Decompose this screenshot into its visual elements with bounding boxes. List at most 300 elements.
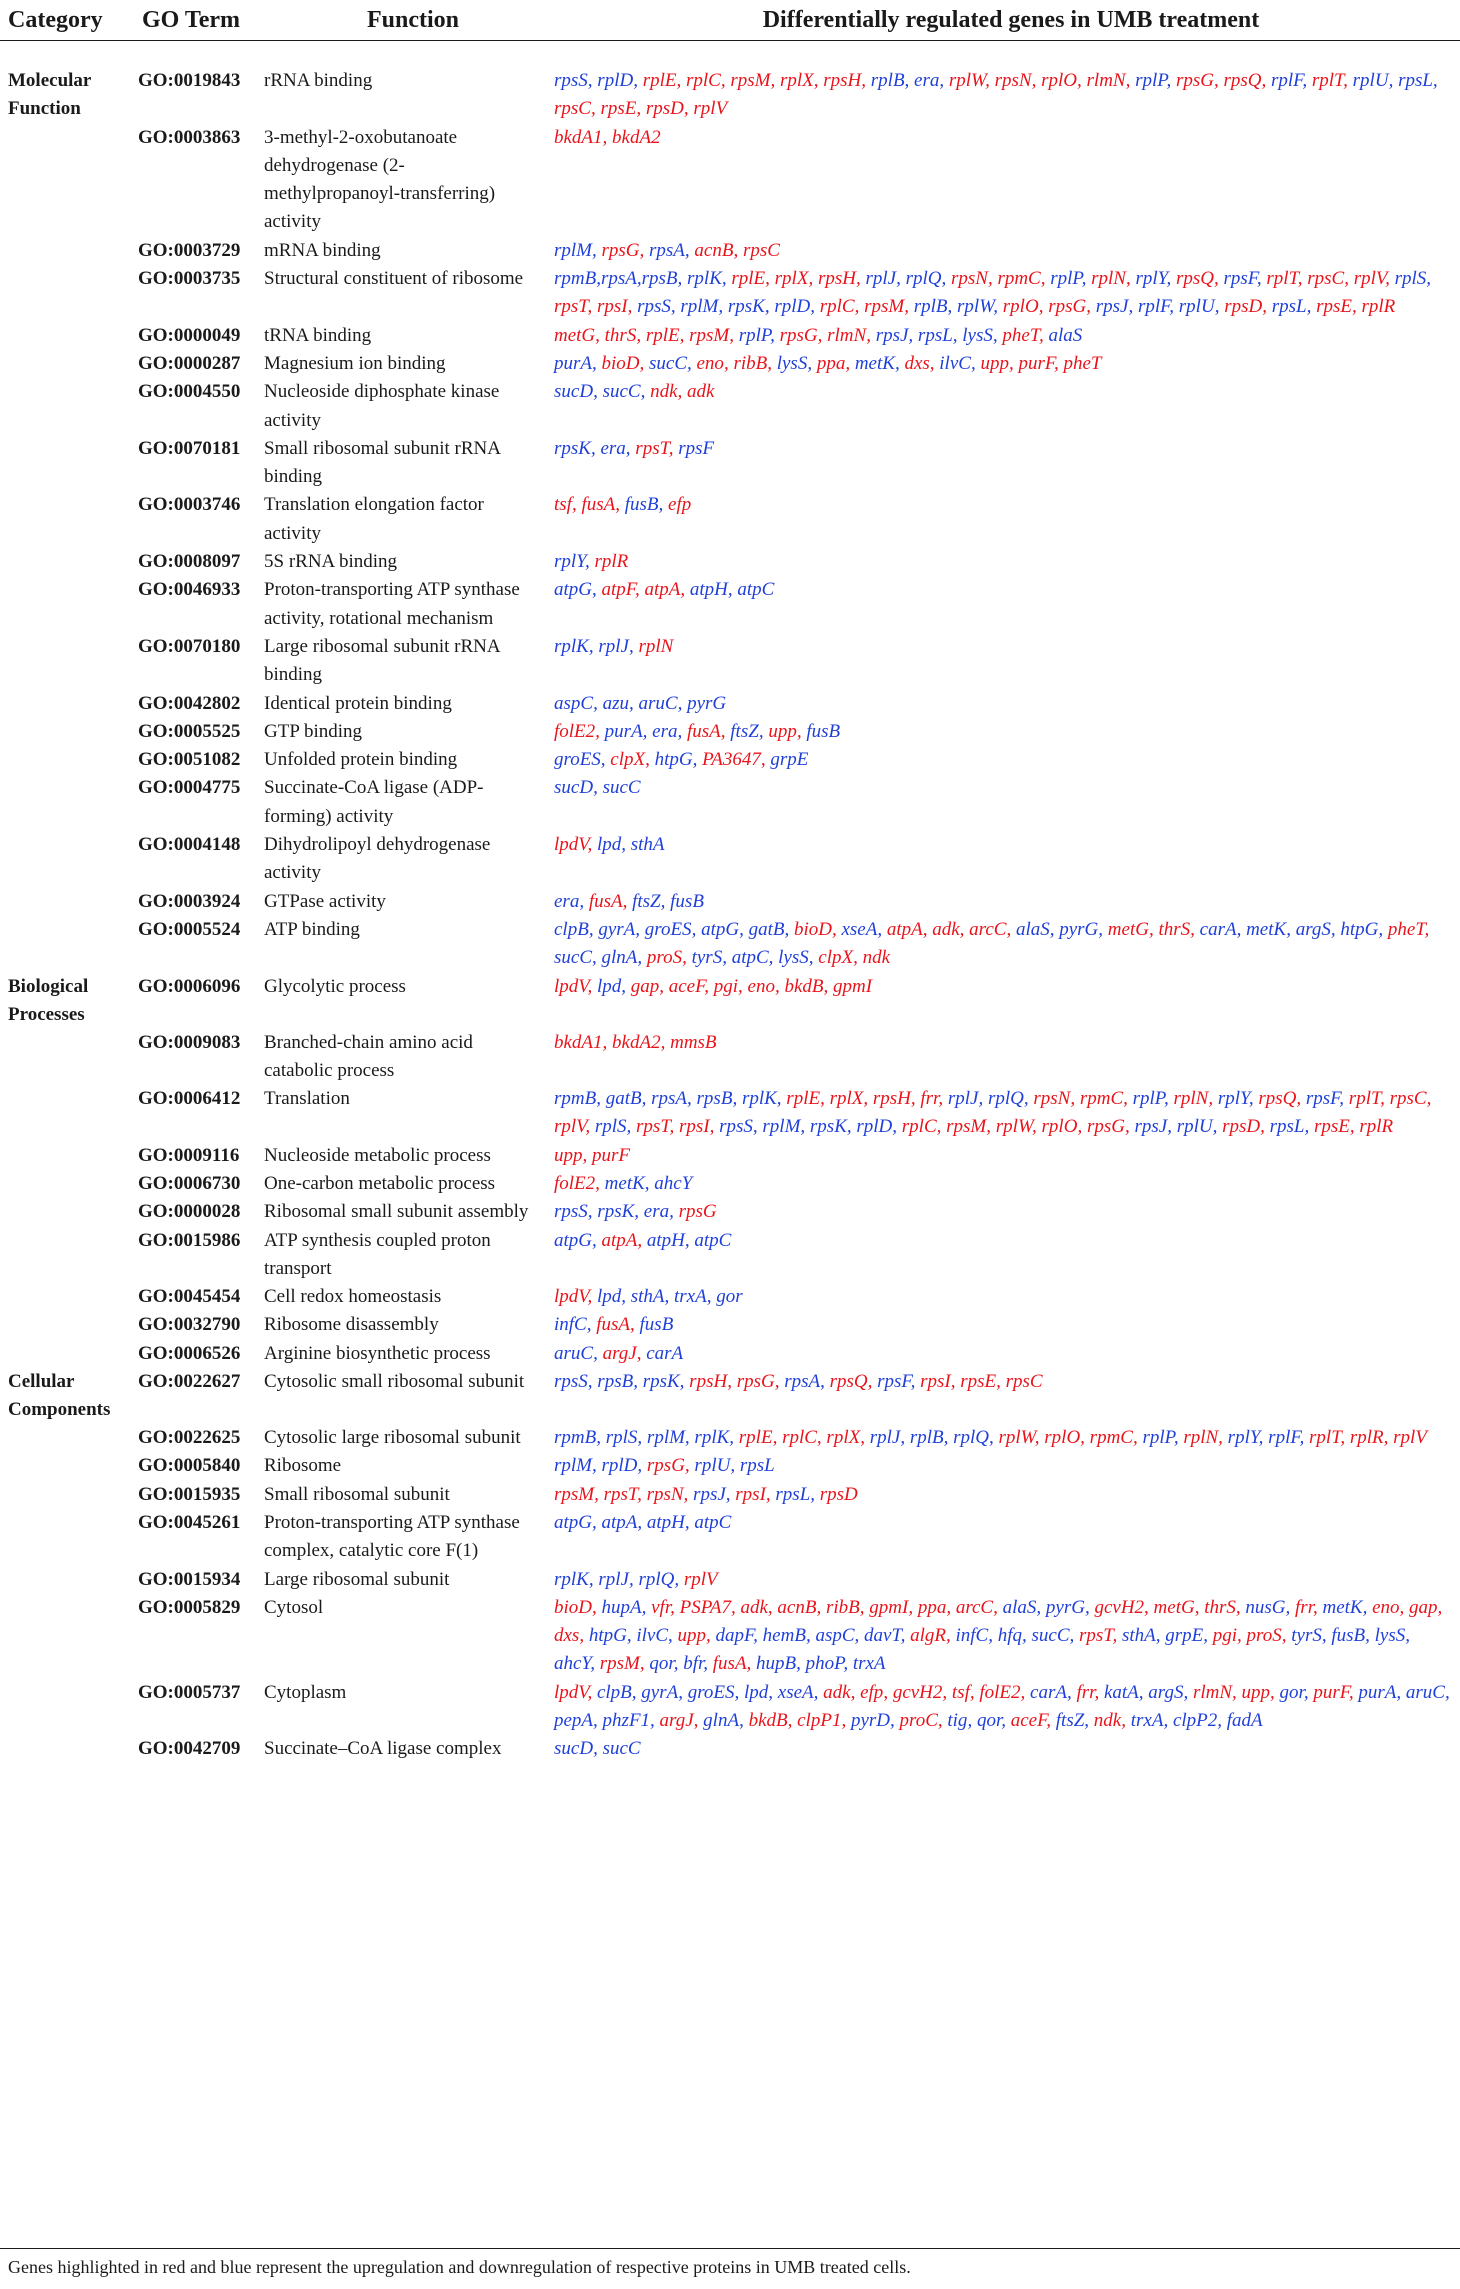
gene-upregulated: rlmN [1192,1681,1233,1703]
gene-upregulated: dxs [554,1625,580,1647]
gene-upregulated: aceF [668,975,705,997]
gene-upregulated: ndk [862,947,891,969]
gene-downregulated: metK [854,352,895,374]
gene-downregulated: rplJ [598,1568,629,1590]
category-cell [0,1029,134,1086]
gene-upregulated: gcvH2 [1094,1596,1145,1618]
go-term-cell: GO:0022625 [138,1427,241,1449]
category-cell [0,1085,134,1142]
gene-downregulated: sucC [602,381,641,403]
gene-downregulated: aspC [554,692,594,714]
gene-downregulated: hupA [601,1596,642,1618]
genes-cell: metG, thrS, rplE, rpsM, rplP, rpsG, rlmN, rpsJ, rpsL, lysS, pheT, alaS [554,324,1083,346]
gene-upregulated: rpsC [742,239,780,261]
function-cell: Cytoplasm [264,1681,347,1703]
gene-upregulated: lpdV [554,1681,588,1703]
gene-downregulated: atpG [554,1511,592,1533]
gene-downregulated: qor [976,1710,1002,1732]
genes-cell: rpsM, rpsT, rpsN, rpsJ, rpsI, rpsL, rpsD [554,1483,858,1505]
genes-cell: aspC, azu, aruC, pyrG [554,692,727,714]
gene-downregulated: trxA [852,1653,886,1675]
genes-cell: bkdA1, bkdA2, mmsB [554,1031,717,1053]
gene-downregulated: gyrA [598,918,636,940]
go-term-cell: GO:0015986 [138,1229,241,1251]
gene-upregulated: rpsI [678,1116,710,1138]
gene-downregulated: trxA [1130,1710,1164,1732]
function-cell: tRNA binding [264,324,372,346]
function-cell: GTPase activity [264,890,386,912]
gene-downregulated: pepA [554,1710,594,1732]
category-cell [0,888,134,916]
gene-downregulated: rplJ [869,1427,901,1449]
genes-cell: groES, clpX, htpG, PA3647, grpE [554,749,809,771]
category-cell: Cellular Components [8,1371,111,1421]
gene-downregulated: rplJ [598,635,629,657]
gene-downregulated: fusB [639,1314,674,1336]
gene-downregulated: aruC [638,692,678,714]
genes-cell: atpG, atpA, atpH, atpC [554,1511,732,1533]
gene-downregulated: metK [1322,1596,1363,1618]
go-term-cell: GO:0051082 [138,749,241,771]
gene-downregulated: atpC [694,1229,732,1251]
gene-downregulated: sucC [649,352,687,374]
gene-upregulated: rpsG [736,1371,775,1393]
category-cell [0,491,134,548]
gene-upregulated: lpdV [554,1286,588,1308]
function-cell: Dihydrolipoyl dehydrogenase activity [264,834,491,884]
gene-downregulated: carA [646,1342,684,1364]
gene-upregulated: rpsE [960,1371,997,1393]
category-cell [0,1594,134,1679]
footnote-divider [0,2248,1460,2249]
table-row [0,1283,1460,1311]
gene-upregulated: bkdA2 [612,126,661,148]
gene-downregulated: rplU [1178,296,1215,318]
gene-downregulated: trxA [674,1286,707,1308]
gene-upregulated: rpsI [596,296,628,318]
genes-cell: atpG, atpA, atpH, atpC [554,1229,732,1251]
gene-upregulated: bioD [554,1596,592,1618]
gene-downregulated: rplP [1135,70,1167,91]
go-term-cell: GO:0006730 [138,1172,241,1194]
gene-downregulated: htpG [588,1625,627,1647]
gene-downregulated: ahcY [554,1653,591,1675]
gene-upregulated: folE2 [554,1172,596,1194]
gene-downregulated: rpsK [554,437,591,459]
gene-downregulated: qor [649,1653,674,1675]
gene-downregulated: atpA [601,1511,638,1533]
gene-downregulated: fusB [624,494,659,516]
category-cell [0,1311,134,1339]
gene-upregulated: rpsG [601,239,640,261]
gene-downregulated: pyrG [687,692,727,714]
gene-upregulated: rpsT [554,296,588,318]
gene-downregulated: rplQ [987,1088,1024,1110]
gene-upregulated: ppa [917,1596,947,1618]
gene-downregulated: rpsL [1271,296,1307,318]
gene-upregulated: rpsE [1316,296,1352,318]
gene-downregulated: rplK [554,1568,589,1590]
gene-upregulated: arcC [955,1596,994,1618]
gene-upregulated: purF [592,1144,630,1166]
table-row [0,1368,1460,1424]
go-term-cell: GO:0004148 [138,834,241,856]
gene-downregulated: gor [716,1286,743,1308]
gene-downregulated: alaS [1002,1596,1037,1618]
gene-downregulated: atpH [646,1511,685,1533]
category-cell [0,378,134,435]
table-row [0,916,1460,973]
gene-downregulated: rplS [594,1116,627,1138]
table-row [0,1452,1460,1480]
gene-downregulated: atpG [554,579,592,601]
gene-upregulated: eno [696,352,724,374]
gene-downregulated: atpG [701,918,740,940]
gene-upregulated: rplO [1044,1427,1081,1449]
gene-downregulated: azu [602,692,629,714]
gene-downregulated: bfr [683,1653,704,1675]
gene-downregulated: era [554,890,580,912]
gene-downregulated: rpmB [554,1427,597,1449]
table-row [0,1340,1460,1368]
gene-downregulated: rplJ [865,268,897,290]
gene-downregulated: hemB [762,1625,806,1647]
gene-downregulated: htpG [654,749,693,771]
gene-upregulated: pgi [713,975,739,997]
gene-upregulated: proS [1246,1625,1282,1647]
category-cell [0,1227,134,1284]
gene-upregulated: rplT [1266,268,1298,290]
gene-downregulated: lpd [744,1681,769,1703]
gene-downregulated: rplQ [905,268,942,290]
gene-downregulated: aspC [815,1625,855,1647]
function-cell: One-carbon metabolic process [264,1172,496,1194]
gene-upregulated: rplR [1361,296,1396,318]
category-cell [0,718,134,746]
gene-upregulated: rplC [685,70,721,91]
gene-downregulated: rplD [597,70,634,91]
gene-downregulated: rpsS [637,296,671,318]
gene-upregulated: rpsM [554,1483,595,1505]
table-row [0,746,1460,774]
function-cell: Large ribosomal subunit rRNA binding [264,635,500,686]
category-cell [0,1735,134,1763]
gene-downregulated: rpsL [1269,1116,1305,1138]
go-term-cell: GO:0015935 [138,1483,241,1505]
gene-upregulated: proC [899,1710,938,1732]
genes-cell: era, fusA, ftsZ, fusB [554,890,704,912]
gene-downregulated: katA [1103,1681,1139,1703]
gene-downregulated: argS [1295,918,1331,940]
gene-upregulated: rplV [683,1568,718,1590]
gene-downregulated: dapF [715,1625,754,1647]
table-header [0,0,1460,41]
gene-upregulated: bkdB [784,975,824,997]
gene-downregulated: rplU [694,1455,731,1477]
go-term-cell: GO:0006526 [138,1342,241,1364]
gene-downregulated: rpsS [554,1371,588,1393]
function-cell: Ribosome disassembly [264,1314,439,1336]
gene-upregulated: rpsD [645,98,684,120]
gene-upregulated: rpsQ [1223,70,1262,91]
category-cell [0,265,134,322]
gene-downregulated: rpsJ [693,1483,726,1505]
category-cell [0,350,134,378]
gene-downregulated: purA [604,720,643,742]
gene-upregulated: rpmC [997,268,1041,290]
genes-cell: rpmB,rpsA,rpsB, rplK, rplE, rplX, rpsH, rplJ, rplQ, rpsN, rpmC, rplP, rplN, rplY, rpsQ, rpsF, rplT, rpsC, rplV, rplS, rpsT, rpsI, rpsS, rplM, rpsK, rplD, rplC, rpsM, rplB, rplW, rplO, rpsG, rpsJ, rplF, rplU, rpsD, rpsL, rpsE, rplR [554,268,1431,318]
genes-cell: sucD, sucC [554,777,641,799]
table-row [0,322,1460,350]
gene-upregulated: purF [1313,1681,1349,1703]
function-cell: Ribosome [264,1455,342,1477]
gene-upregulated: rplE [645,324,680,346]
gene-upregulated: rplO [1041,1116,1078,1138]
gene-upregulated: rpsQ [1175,268,1214,290]
function-cell: Structural constituent of ribosome [264,268,524,290]
gene-upregulated: upp [768,720,797,742]
function-cell: Cytosolic small ribosomal subunit [264,1371,525,1393]
table-row [0,1594,1460,1679]
header-genes: Differentially regulated genes in UMB treatment [554,0,1460,41]
go-term-cell: GO:0045261 [138,1511,241,1533]
header-go-term: GO Term [134,0,264,41]
gene-downregulated: rplY [1135,268,1167,290]
gene-upregulated: upp [554,1144,583,1166]
gene-upregulated: rplN [1091,268,1126,290]
gene-upregulated: arcC [969,918,1007,940]
gene-upregulated: bkdA1 [554,126,603,148]
gene-upregulated: PA3647 [702,749,761,771]
gene-downregulated: rpsL [775,1483,811,1505]
gene-upregulated: rplR [594,551,629,573]
gene-upregulated: rplV [693,98,728,120]
category-cell [0,1509,134,1566]
gene-upregulated: rpsG [1048,296,1087,318]
category-cell [0,1283,134,1311]
gene-upregulated: pheT [1387,918,1425,940]
go-term-cell: GO:0003735 [138,268,241,290]
gene-upregulated: rpsN [1033,1088,1071,1110]
gene-upregulated: rplR [1349,1427,1384,1449]
gene-downregulated: metK [1246,918,1287,940]
gene-upregulated: fusA [596,1314,631,1336]
genes-cell: lpdV, lpd, gap, aceF, pgi, eno, bkdB, gpmI [554,975,873,997]
table-row [0,576,1460,633]
table-row [0,124,1460,237]
gene-upregulated: rplE [786,1088,821,1110]
gene-upregulated: rplO [1002,296,1039,318]
gene-downregulated: clpB [596,1681,632,1703]
gene-upregulated: rpsH [689,1371,728,1393]
function-cell: Succinate-CoA ligase (ADP-forming) activity [264,777,484,827]
genes-cell: rpsS, rplD, rplE, rplC, rpsM, rplX, rpsH, rplB, era, rplW, rpsN, rplO, rlmN, rplP, rpsG, rpsQ, rplF, rplT, rplU, rpsL, rpsC, rpsE, rpsD, rplV [554,70,1438,120]
function-cell: Arginine biosynthetic process [264,1342,491,1364]
go-term-cell: GO:0042802 [138,692,241,714]
category-cell [0,690,134,718]
category-cell [0,1679,134,1736]
gene-downregulated: rplM [554,239,592,261]
gene-downregulated: rplJ [947,1088,979,1110]
gene-downregulated: phzF1 [602,1710,651,1732]
table-row [0,1029,1460,1086]
go-term-cell: GO:0022627 [138,1371,241,1393]
gene-downregulated: fusB [806,720,841,742]
gene-upregulated: vfr [651,1596,671,1618]
genes-cell: sucD, sucC [554,1738,641,1760]
gene-downregulated: sthA [630,1286,665,1308]
function-cell: ATP synthesis coupled proton transport [264,1229,491,1279]
gene-downregulated: rpmB,rpsA,rpsB [554,268,678,290]
table-row [0,1679,1460,1736]
table-row [0,718,1460,746]
gene-upregulated: metG [1153,1596,1195,1618]
gene-downregulated: rplD [774,296,811,318]
gene-upregulated: rplC [901,1116,937,1138]
gene-downregulated: rplP [738,324,771,346]
gene-upregulated: rpmC [1089,1427,1133,1449]
gene-upregulated: rplN [1173,1088,1209,1110]
go-term-cell: GO:0009083 [138,1031,241,1053]
gene-upregulated: argJ [602,1342,637,1364]
genes-cell: rpsK, era, rpsT, rpsF [554,437,715,459]
gene-downregulated: hfq [997,1625,1023,1647]
genes-cell: rplM, rplD, rpsG, rplU, rpsL [554,1455,775,1477]
gene-downregulated: rplQ [953,1427,989,1449]
gene-upregulated: bkdA2 [612,1031,661,1053]
gene-upregulated: rplN [638,635,674,657]
gene-upregulated: gpmI [833,975,873,997]
gene-upregulated: gcvH2 [892,1681,943,1703]
gene-downregulated: ilvC [939,352,971,374]
category-cell [0,633,134,690]
gene-upregulated: rpsG [1175,70,1214,91]
gene-upregulated: rpsG [779,324,818,346]
gene-upregulated: rpsG [1086,1116,1125,1138]
gene-upregulated: tsf [951,1681,970,1703]
gene-upregulated: pgi [1212,1625,1238,1647]
gene-downregulated: rpsF [1305,1088,1340,1110]
function-cell: Unfolded protein binding [264,749,458,771]
gene-downregulated: sucC [602,777,641,799]
go-term-cell: GO:0000287 [138,352,241,374]
gene-upregulated: rplV [1393,1427,1427,1449]
go-term-cell: GO:0005524 [138,918,241,940]
function-cell: 3-methyl-2-oxobutanoate dehydrogenase (2-methylpropanoyl-transferring) activity [264,126,496,233]
gene-downregulated: atpH [689,579,728,601]
category-cell [0,746,134,774]
go-term-cell: GO:0006096 [138,975,241,997]
function-cell: Branched-chain amino acid catabolic process [264,1031,473,1081]
function-cell: Nucleoside metabolic process [264,1144,491,1166]
gene-downregulated: rpsK [597,1201,635,1223]
table-row [0,548,1460,576]
gene-upregulated: argJ [659,1710,694,1732]
gene-downregulated: rpsL [917,324,953,346]
gene-upregulated: rpsI [920,1371,951,1393]
function-cell: Magnesium ion binding [264,352,446,374]
gene-upregulated: rpsG [646,1455,685,1477]
gene-upregulated: rpsH [817,268,856,290]
gene-downregulated: lysS [776,352,808,374]
gene-downregulated: gyrA [641,1681,679,1703]
function-cell: Proton-transporting ATP synthase activity, rotational mechanism [264,579,520,629]
gene-upregulated: rplW [998,1427,1035,1449]
go-term-cell: GO:0019843 [138,70,241,91]
gene-upregulated: ppa [816,352,846,374]
table-row [0,774,1460,831]
gene-downregulated: davT [864,1625,901,1647]
go-term-cell: GO:0045454 [138,1286,241,1308]
genes-cell: rplM, rpsG, rpsA, acnB, rpsC [554,239,780,261]
gene-downregulated: rplS [605,1427,638,1449]
gene-upregulated: bioD [601,352,640,374]
gene-upregulated: fusA [687,720,721,742]
gene-upregulated: upp [677,1625,706,1647]
gene-upregulated: rpmC [1079,1088,1124,1110]
genes-cell: purA, bioD, sucC, eno, ribB, lysS, ppa, metK, dxs, ilvC, upp, purF, pheT [554,352,1102,374]
gene-upregulated: rplC [819,296,855,318]
table-row [0,633,1460,690]
gene-upregulated: rpsM [689,324,730,346]
table-row [0,1509,1460,1566]
gene-upregulated: rpsC [1389,1088,1427,1110]
gene-upregulated: atpF [601,579,635,601]
go-term-cell: GO:0005829 [138,1596,241,1618]
gene-downregulated: groES [687,1681,735,1703]
gene-upregulated: rpsG [678,1201,717,1223]
gene-downregulated: gor [1279,1681,1304,1703]
gene-upregulated: acnB [694,239,734,261]
gene-downregulated: rpsA [649,239,685,261]
gene-downregulated: rpsF [1223,268,1257,290]
gene-upregulated: fusA [588,890,623,912]
gene-upregulated: adk [740,1596,768,1618]
gene-upregulated: rpsC [1005,1371,1043,1393]
gene-upregulated: rplE [738,1427,773,1449]
category-cell [0,237,134,265]
gene-upregulated: rplE [731,268,766,290]
gene-downregulated: rpsS [719,1116,753,1138]
gene-upregulated: rpsE [600,98,637,120]
go-term-cell: GO:0003746 [138,494,241,516]
gene-upregulated: rplE [642,70,677,91]
gene-downregulated: rplK [687,268,722,290]
gene-downregulated: rpsK [642,1371,680,1393]
genes-cell: rpsS, rpsK, era, rpsG [554,1201,717,1223]
gene-downregulated: rplK [554,635,589,657]
genes-cell: tsf, fusA, fusB, efp [554,494,692,516]
gene-downregulated: sucD [554,1738,594,1760]
category-cell [0,1170,134,1198]
table-row [0,1311,1460,1339]
gene-upregulated: clpX [818,947,854,969]
gene-downregulated: infC [554,1314,587,1336]
gene-upregulated: rpsM [946,1116,987,1138]
table-row [0,1424,1460,1452]
gene-upregulated: pheT [1063,352,1102,374]
go-term-cell: GO:0032790 [138,1314,241,1336]
gene-downregulated: atpC [737,579,775,601]
gene-upregulated: PSPA7 [679,1596,731,1618]
genes-cell: rplY, rplR [554,551,629,573]
gene-downregulated: groES [644,918,692,940]
genes-cell: sucD, sucC, ndk, adk [554,381,715,403]
gene-downregulated: rplP [1132,1088,1164,1110]
go-term-cell: GO:0005737 [138,1681,241,1703]
function-cell: Cell redox homeostasis [264,1286,442,1308]
gene-upregulated: fusA [581,494,616,516]
